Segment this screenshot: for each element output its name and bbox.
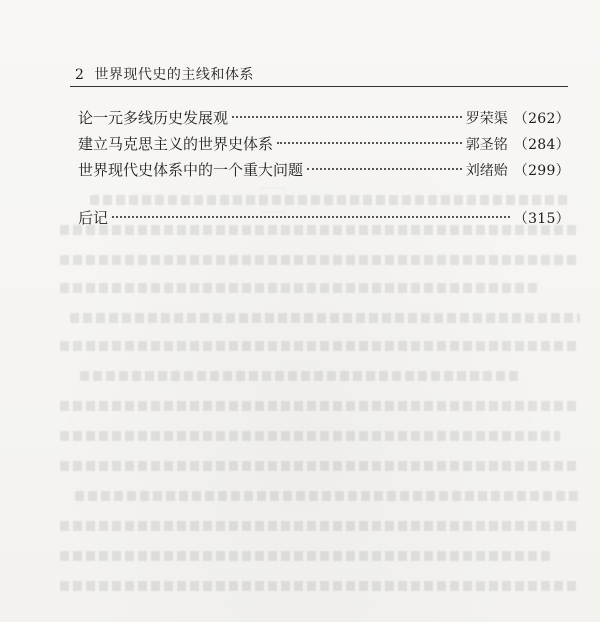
toc-entry-page: （284） — [513, 137, 570, 153]
toc-entry-title: 建立马克思主义的世界史体系 — [78, 135, 274, 153]
toc-entry — [78, 160, 570, 181]
toc-entry-title: 论一元多线历史发展观 — [78, 109, 229, 127]
toc-entry — [78, 134, 570, 155]
dot-leader — [112, 216, 510, 218]
toc-entry — [78, 108, 570, 129]
toc-entry-author: 罗荣渠 — [465, 111, 508, 127]
toc-entry-author: 郭圣铭 — [465, 137, 508, 153]
page-number: 2 — [75, 67, 85, 83]
toc-entry-page: （315） — [513, 211, 570, 227]
toc-entry-title: 世界现代史体系中的一个重大问题 — [78, 161, 304, 179]
bleed-through-text — [60, 195, 580, 622]
book-title: 世界现代史的主线和体系 — [94, 67, 254, 83]
running-header — [75, 64, 254, 84]
toc-entry-page: （262） — [513, 111, 570, 127]
dot-leader — [277, 142, 462, 144]
toc-entry-page: （299） — [513, 163, 570, 179]
toc-entry-author: 刘绪贻 — [465, 163, 508, 179]
toc-entry-title: 后记 — [78, 209, 109, 227]
dot-leader — [307, 168, 462, 170]
toc-entry-afterword — [78, 208, 570, 229]
dot-leader — [232, 116, 462, 118]
header-rule — [70, 86, 568, 87]
